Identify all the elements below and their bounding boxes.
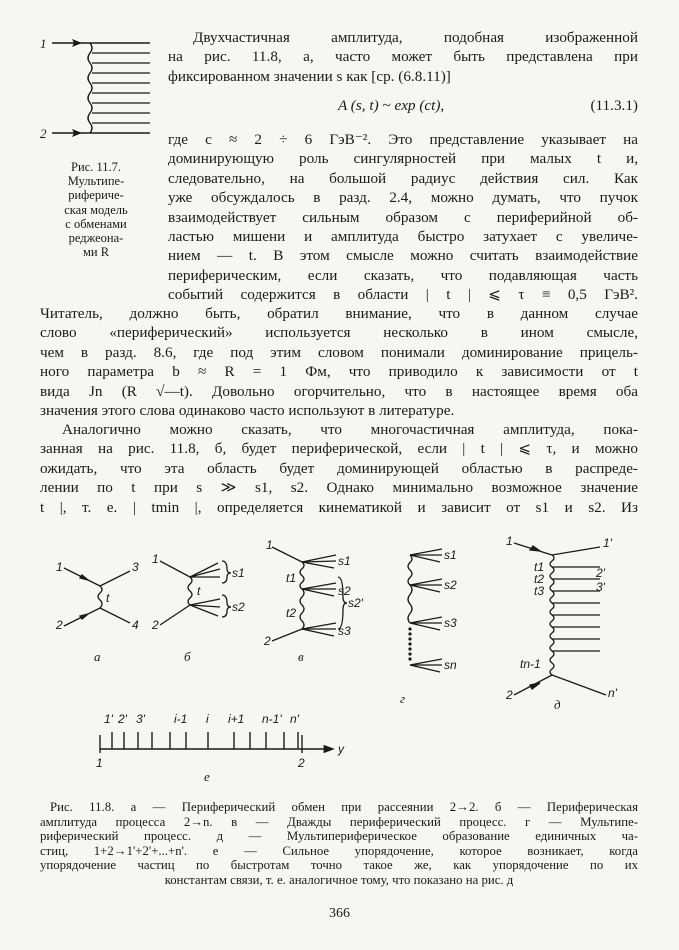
panel-e-end-1: 1 <box>96 756 103 770</box>
caption-line: ми R <box>82 245 110 260</box>
panel-g-dots <box>408 627 411 660</box>
text-line: взаимодействует сильным образом с периферийной об- <box>168 208 638 226</box>
panel-b <box>160 561 231 625</box>
panel-a-label-4: 4 <box>132 618 139 632</box>
caption-line: реджеона- <box>68 231 124 246</box>
panel-d-label-t2: t2 <box>534 572 545 586</box>
text-line: лении по t при s ≫ s1, s2. Однако минимально возможное значение <box>40 479 638 497</box>
text-line: Читатель, должно быть, обратил внимание, что в данном случае <box>40 305 638 322</box>
caption-line: Мультипе- <box>67 174 125 189</box>
caption-line: Рис. 11.8. а — Периферический обмен при рассеянии 2→2. б — Периферическая <box>50 800 638 814</box>
figure-11-8 <box>40 525 640 790</box>
text-line: Аналогично можно сказать, что многочастичная амплитуда, пока- <box>62 421 638 438</box>
text-line: ожидать, что эта область будет доминирующей областью в распреде- <box>40 459 638 477</box>
text-line: доминирующую роль сингулярностей при малых t и, <box>168 150 638 168</box>
panel-b-label-1: 1 <box>152 552 159 566</box>
panel-d-name: д <box>554 697 561 712</box>
panel-d-label-t3: t3 <box>534 584 545 598</box>
panel-g-label-s3: s3 <box>444 616 457 630</box>
text-line: занная на рис. 11.8, б, будет периферической, если | t | ⩽ τ, и можно <box>40 440 638 458</box>
text-line: периферическим, если сказать, что подавляющая часть <box>168 266 638 284</box>
caption-line: ская модель <box>64 202 128 217</box>
text-line: значения этого слова одинаково часто используют в литературе. <box>40 402 455 420</box>
figure-11-7-caption <box>40 160 152 259</box>
panel-d-label-3prime: 3' <box>596 580 605 594</box>
panel-e-top-label: i <box>206 712 209 726</box>
panel-d-label-2prime: 2' <box>596 566 605 580</box>
text-line: слово «периферический» используется несколько в ином смысле, <box>40 324 638 342</box>
panel-e-top-label: 2' <box>118 712 127 726</box>
page-number: 366 <box>329 906 350 921</box>
text-line: чем в разд. 8.6, где под этим словом понимали доминирование прицель- <box>40 343 638 361</box>
text-line: событий содержится в области | t | ⩽ τ ≡ 0,5 ГэВ². <box>168 286 638 304</box>
panel-v-label-s3: s3 <box>338 624 351 638</box>
paragraph-2-column <box>168 130 638 305</box>
caption-line: рифериче- <box>68 188 124 203</box>
figure-11-7-ladder <box>38 30 150 150</box>
panel-g <box>408 549 442 672</box>
panel-g-label-sn: sn <box>444 658 457 672</box>
text-line: фиксированном значении s как [ср. (6.8.11)] <box>168 67 451 85</box>
caption-line: константам связи, т. е. аналогичное тому, что показано на рис. д <box>164 872 514 887</box>
panel-d-label-nprime: n' <box>608 686 617 700</box>
caption-line: с обменами <box>65 216 127 231</box>
text-line: вида Jn (R √—t). Довольно огорчительно, что в настоящее время оба <box>40 382 638 400</box>
panel-g-label-s1: s1 <box>444 548 457 562</box>
panel-v-label-s2: s2 <box>338 584 351 598</box>
panel-e-top-label: i+1 <box>228 712 245 726</box>
panel-e-end-2: 2 <box>298 756 305 770</box>
text-line: Двухчастичная амплитуда, подобная изображенной <box>193 29 638 46</box>
text-line: нием — t. В этом смысле можно считать взаимодействие <box>168 247 638 265</box>
caption-line: амплитуда процесса 2→n. в — Дважды периферический процесс. г — Мультипе- <box>40 814 638 829</box>
ladder-label-1: 1 <box>40 36 47 51</box>
panel-v <box>272 547 347 641</box>
panel-e-name: е <box>204 769 210 784</box>
panel-g-name: г <box>400 691 406 706</box>
text-line: ластью мишени и амплитуда быстро затухает с увеличе- <box>168 228 638 246</box>
panel-d <box>514 543 606 695</box>
panel-a-label-1: 1 <box>56 560 63 574</box>
panel-v-label-t2: t2 <box>286 606 297 620</box>
text-line: t |, т. е. | tmin |, определяется кинематикой и зависит от s1 и s2. Из <box>40 498 638 516</box>
panel-d-label-1prime: 1' <box>603 536 612 550</box>
panel-g-label-s2: s2 <box>444 578 457 592</box>
caption-line: стиц, 1+2→1'+2'+...+n'. е — Сильное упорядочение, которое возникает, когда <box>40 843 638 858</box>
panel-a-label-3: 3 <box>132 560 139 574</box>
panel-v-name: в <box>298 649 304 664</box>
panel-e-top-label: n-1' <box>262 712 282 726</box>
text-line: ного параметра b ≈ R = 1 Фм, что приводило к зависимости от t <box>40 363 638 381</box>
caption-line: Рис. 11.7. <box>71 160 121 174</box>
panel-d-label-tn1: tn-1 <box>520 657 541 671</box>
panel-d-label-1: 1 <box>506 534 513 548</box>
panel-d-label-t1: t1 <box>534 560 545 574</box>
panel-v-label-s2prime: s2' <box>348 596 363 610</box>
equation-number: (11.3.1) <box>590 97 638 114</box>
paragraph-1 <box>168 28 638 86</box>
caption-line: упорядочение частиц по быстротам точно такое же, как упорядочение по их <box>40 858 638 873</box>
text-line: уже обсуждалось в разд. 2.4, можно думать, что пучок <box>168 189 638 207</box>
panel-e-axis-label: y <box>338 742 344 756</box>
panel-e-top-label: 3' <box>136 712 145 726</box>
equation-11-3-1 <box>168 96 638 116</box>
equation-formula: A (s, t) ~ exp (ct), <box>338 97 445 114</box>
panel-b-name: б <box>184 649 191 664</box>
panel-e-top-label: i-1 <box>174 712 188 726</box>
panel-a-name: а <box>94 649 101 664</box>
caption-line: риферический процесс. д — Мультипериферическое образование единичных ча- <box>40 829 638 844</box>
panel-e-top-label: 1' <box>104 712 113 726</box>
panel-v-label-t1: t1 <box>286 571 297 585</box>
panel-v-label-2: 2 <box>264 634 271 648</box>
panel-a-label-2: 2 <box>56 618 63 632</box>
panel-e-top-label: n' <box>290 712 299 726</box>
panel-a-label-t: t <box>106 591 110 605</box>
ladder-label-2: 2 <box>40 126 47 141</box>
panel-b-label-t: t <box>197 584 201 598</box>
panel-v-label-1: 1 <box>266 538 273 552</box>
text-line: следовательно, на большой радиус действия сил. Как <box>168 169 638 187</box>
figure-11-8-caption <box>40 800 638 888</box>
paragraph-3 <box>40 420 638 517</box>
panel-b-label-2: 2 <box>152 618 159 632</box>
panel-e <box>100 732 332 753</box>
panel-d-label-2: 2 <box>506 688 513 702</box>
text-line: на рис. 11.8, а, часто может быть представлена при <box>168 48 638 66</box>
panel-b-label-s2: s2 <box>232 600 245 614</box>
panel-v-label-s1: s1 <box>338 554 351 568</box>
panel-b-label-s1: s1 <box>232 566 245 580</box>
panel-a <box>64 568 130 626</box>
text-line: где c ≈ 2 ÷ 6 ГэВ⁻². Это представление указывает на <box>168 131 638 148</box>
paragraph-2-full <box>40 304 638 420</box>
